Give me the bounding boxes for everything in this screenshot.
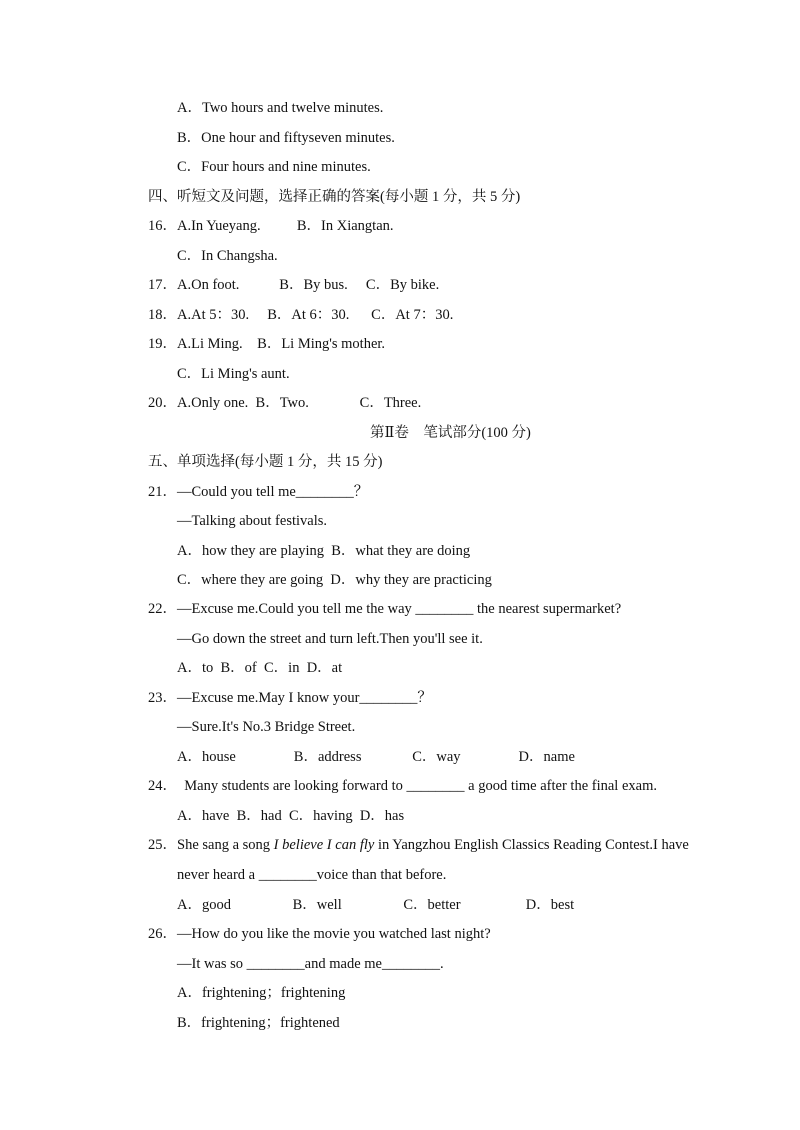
q21-options-cd: C．where they are going D．why they are practicing: [177, 572, 492, 588]
q22-response: —Go down the street and turn left.Then you'll see it.: [177, 631, 483, 647]
q25-text-start: 25．She sang a song: [148, 837, 274, 853]
q24-options: A．have B．had C．having D．has: [177, 808, 405, 824]
question-20: 20．A.Only one. B．Two. C．Three.: [148, 395, 422, 411]
q26-response: —It was so ________and made me________.: [177, 956, 444, 972]
q25-text-end: in Yangzhou English Classics Reading Contest.I have: [374, 837, 689, 853]
q23-response: —Sure.It's No.3 Bridge Street.: [177, 719, 356, 735]
question-25: [148, 836, 689, 854]
section-four-heading: 四、听短文及问题，选择正确的答案(每小题 1 分，共 5 分): [148, 189, 521, 205]
q15-option-b: B．One hour and fiftyseven minutes.: [177, 130, 395, 146]
q21-options-ab: A．how they are playing B．what they are doing: [177, 543, 471, 559]
question-19: 19．A.Li Ming. B．Li Ming's mother.: [148, 336, 386, 352]
q19-option-c: C．Li Ming's aunt.: [177, 366, 290, 382]
q23-options: A．house B．address C．way D．name: [177, 749, 575, 765]
q16-option-c: C．In Changsha.: [177, 248, 278, 264]
q26-option-a: A．frightening；frightening: [177, 985, 346, 1001]
question-17: 17．A.On foot. B．By bus. C．By bike.: [148, 277, 440, 293]
question-26: 26．—How do you like the movie you watched last night?: [148, 926, 491, 942]
section-five-heading: 五、单项选择(每小题 1 分，共 15 分): [148, 454, 383, 470]
question-24: 24． Many students are looking forward to ________ a good time after the final exam.: [148, 778, 657, 794]
q26-option-b: B．frightening；frightened: [177, 1015, 340, 1031]
question-22: 22．—Excuse me.Could you tell me the way ________ the nearest supermarket?: [148, 601, 622, 617]
q22-options: A．to B．of C．in D．at: [177, 660, 343, 676]
question-21: 21．—Could you tell me________？: [148, 484, 369, 500]
q15-option-a: A．Two hours and twelve minutes.: [177, 100, 384, 116]
part-two-heading: 第Ⅱ卷 笔试部分(100 分): [370, 425, 531, 441]
q25-options: A．good B．well C．better D．best: [177, 897, 575, 913]
question-16: 16．A.In Yueyang. B．In Xiangtan.: [148, 218, 394, 234]
question-23: 23．—Excuse me.May I know your________？: [148, 690, 432, 706]
q21-response: —Talking about festivals.: [177, 513, 327, 529]
question-18: 18．A.At 5：30. B．At 6：30. C．At 7：30.: [148, 307, 454, 323]
q25-song-title: I believe I can fly: [273, 837, 375, 853]
q25-continuation: never heard a ________voice than that before.: [177, 867, 447, 883]
q15-option-c: C．Four hours and nine minutes.: [177, 159, 371, 175]
